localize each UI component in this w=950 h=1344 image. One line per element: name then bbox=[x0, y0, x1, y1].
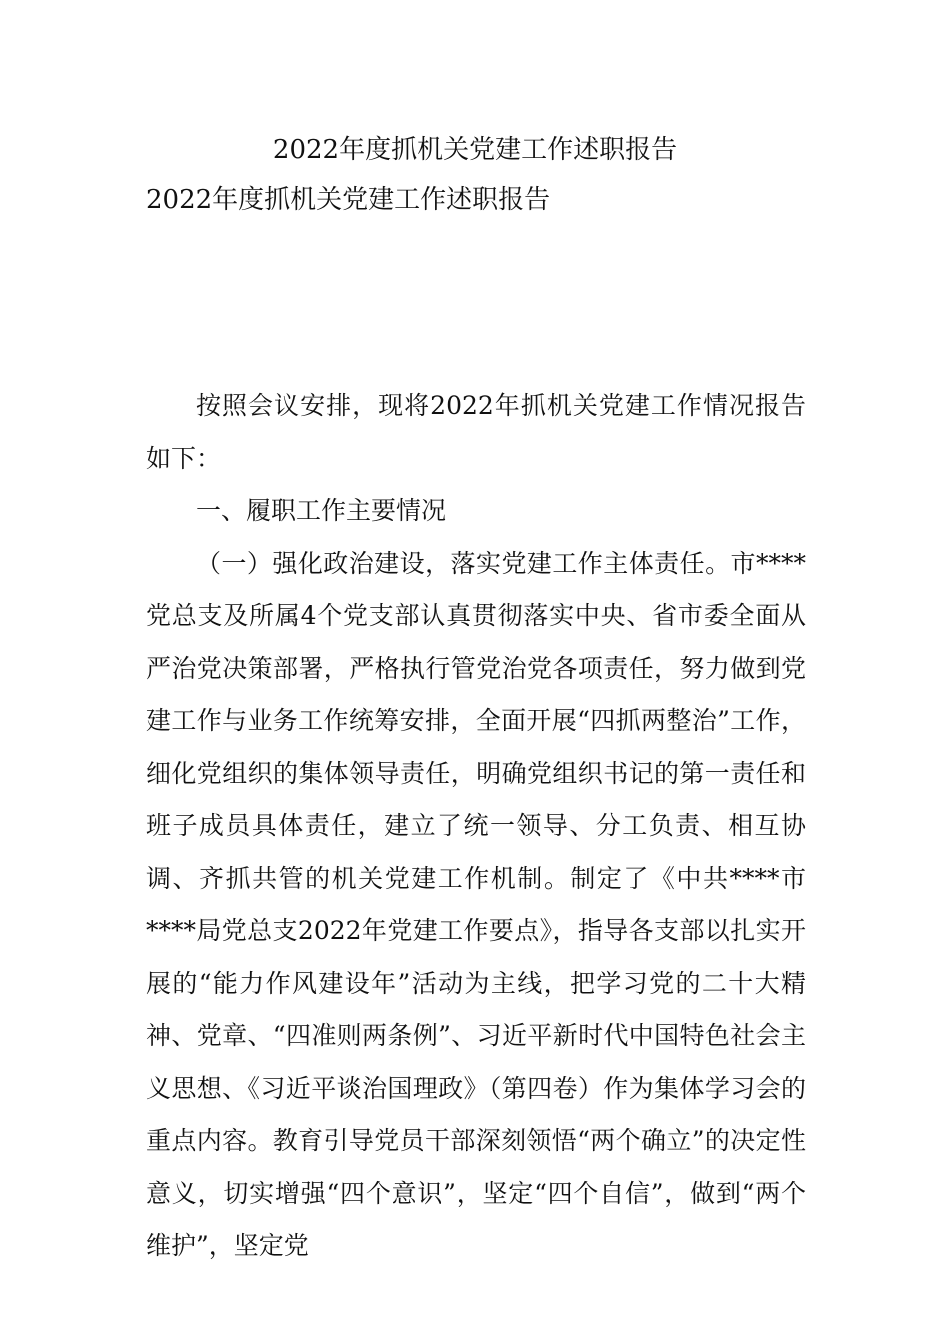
section-heading-1: 一、履职工作主要情况 bbox=[196, 496, 447, 525]
paragraph-section-1-1: （一）强化政治建设，落实党建工作主体责任。市****党总支及所属4个党支部认真贯彻落实中央、省市委全面从严治党决策部署，严格执行管党治党各项责任，努力做到党建工作与业务工作统筹安排，全面开展“四抓两整治”工作，细化党组织的集体领导责任，明确党组织书记的第一责任和班子成员具体责任，建立了统一领导、分工负责、相互协调、齐抓共管的机关党建工作机制。制定了《中共****市****局党总支2022年党建工作要点》，指导各支部以扎实开展的“能力作风建设年”活动为主线，把学习党的二十大精神、党章、“四准则两条例”、习近平新时代中国特色社会主义思想、《习近平谈治国理政》（第四卷）作为集体学习会的重点内容。教育引导党员干部深刻领悟“两个确立”的决定性意义，切实增强“四个意识”，坚定“四个自信”，做到“两个维护”，坚定党 bbox=[146, 548, 806, 1260]
document-title-centered: 2022年度抓机关党建工作述职报告 bbox=[272, 135, 678, 165]
paragraph-intro: 按照会议安排，现将2022年抓机关党建工作情况报告如下： bbox=[146, 391, 806, 473]
document-title-left: 2022年度抓机关党建工作述职报告 bbox=[146, 185, 551, 215]
document-body bbox=[146, 380, 806, 1273]
